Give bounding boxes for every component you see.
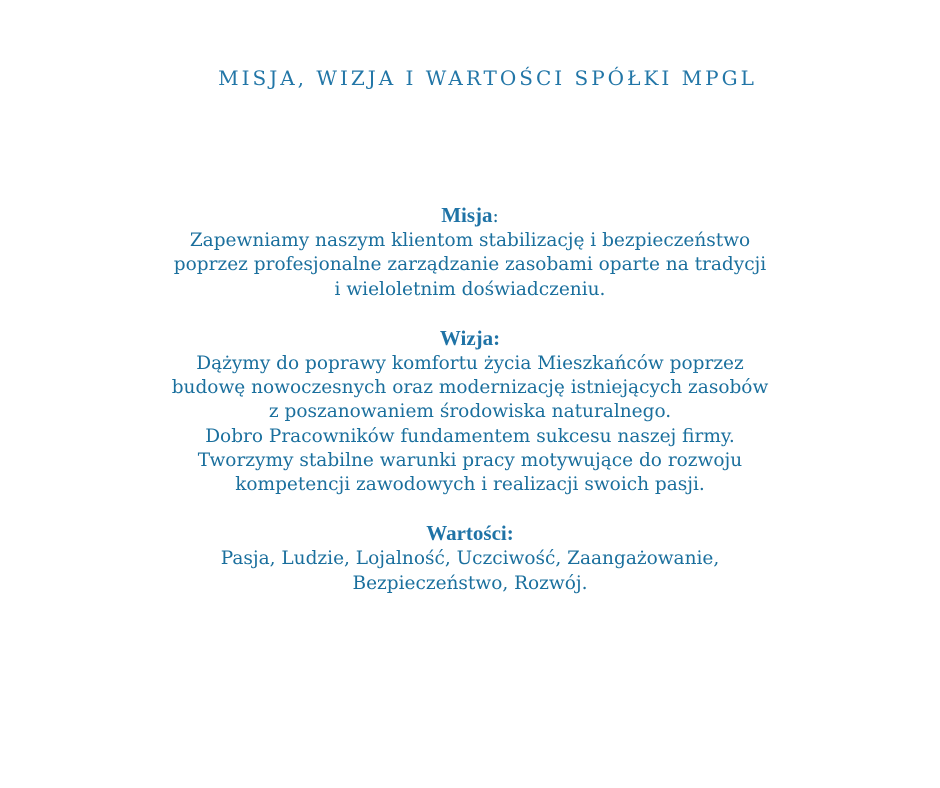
vision-line: Tworzymy stabilne warunki pracy motywujące do rozwoju — [197, 449, 743, 471]
values-line: Pasja, Ludzie, Lojalność, Uczciwość, Zaangażowanie, — [220, 548, 720, 570]
mission-section — [0, 203, 940, 302]
mission-heading-line — [0, 203, 940, 229]
vision-section — [0, 326, 940, 497]
page-title: MISJA, WIZJA I WARTOŚCI SPÓŁKI MPGL — [218, 66, 757, 90]
mission-line: i wieloletnim doświadczeniu. — [334, 278, 606, 300]
content-block — [0, 203, 940, 620]
vision-heading: Wizja: — [439, 325, 501, 350]
values-section — [0, 521, 940, 596]
vision-line: kompetencji zawodowych i realizacji swoich pasji. — [235, 474, 705, 496]
mission-line: Zapewniamy naszym klientom stabilizację i bezpieczeństwo — [189, 230, 751, 252]
values-line: Bezpieczeństwo, Rozwój. — [352, 572, 588, 594]
values-heading: Wartości: — [426, 521, 514, 546]
values-heading-line — [0, 521, 940, 547]
vision-line: budowę nowoczesnych oraz modernizację istniejących zasobów — [171, 377, 769, 399]
vision-line: z poszanowaniem środowiska naturalnego. — [268, 401, 672, 423]
vision-line: Dążymy do poprawy komfortu życia Mieszkańców poprzez — [196, 353, 744, 375]
mission-heading: Misja — [441, 203, 493, 227]
vision-line: Dobro Pracowników fundamentem sukcesu naszej firmy. — [205, 425, 735, 447]
vision-heading-line — [0, 326, 940, 352]
mission-line: poprzez profesjonalne zarządzanie zasobami oparte na tradycji — [173, 254, 767, 276]
mission-heading-colon: : — [492, 206, 499, 227]
